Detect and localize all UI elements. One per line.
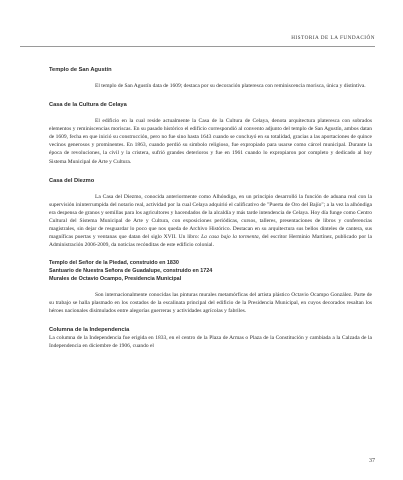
- heading-templo-san-agustin: Templo de San Agustín: [49, 67, 112, 73]
- header-rule: [20, 46, 375, 47]
- heading-group-piedad: [49, 260, 372, 283]
- paragraph-casa-de-la-cultura: El edificio en la cual reside actualmente la Casa de la Cultura de Celaya, denota arquitectura plateresca con sobrados elementos y reminiscencias moriscas. En su pasado histórico el edificio correspondió al convento adjunto del templo de San Agustín, ambos datan de 1609, fecha en que inició su construcción, pero no fue sino hasta 1643 cuando se concluyó en su totalidad, gracias a las aportaciones de quince vecinos generosos y prominentes. En 1863, cuando perdió su simbolo religioso, fue expropiado para usarse como cárcel municipal. Durante la época de revoluciones, la civil y la cristera, sufrió grandes deterioros y fue en 1961 cuando lo expropiaron por completo y dedicado al hoy Sistema Municipal de Arte y Cultura.: [49, 118, 372, 165]
- paragraph-templo-san-agustin: El templo de San Agustín data de 1609; destaca por su decoración plateresca con reminiscencia morisca, única y distintiva.: [95, 83, 366, 89]
- heading-casa-de-la-cultura: Casa de la Cultura de Celaya: [49, 102, 127, 109]
- page-number: 37: [369, 458, 375, 464]
- running-head: HISTORIA DE LA FUNDACIÓN: [291, 35, 375, 41]
- paragraph-murales: Son internacionalmente conocidas las pinturas murales metamórficas del artista plástico Octavio Ocampo González. Parte de su trabajo se halla plasmado en los costados de la escalinata principal del edificio de la Presidencia Municipal, en cuyos decorados resaltan los héroes nacionales disimulados entre alegorías guerreras y actividades agrícolas y fabriles.: [49, 292, 372, 315]
- heading-templo-senor-piedad: Templo del Señor de la Piedad, construido en 1830: [49, 260, 179, 267]
- paragraph-casa-del-diezmo: [49, 193, 372, 250]
- diezmo-text-part-2: , del escritor Herminio Martínez, publicado por la Administración 2006-2009, da noticias recónditas de este edificio colonial.: [49, 234, 372, 249]
- paragraph-columna-independencia: La columna de la Independencia fue erigida en 1833, en el centro de la Plaza de Armas o Plaza de la Constitución y cambiada a la Calzada de la Independencia en diciembre de 1906, cuando el: [49, 335, 372, 350]
- heading-casa-del-diezmo: Casa del Diezmo: [49, 177, 95, 184]
- diezmo-text-part-1: La Casa del Diezmo, conocida anteriormente como Alhóndiga, en un principio desarrolló la función de aduana real con la supervisión ininterrumpida del notario real, actividad por la cual Celaya adquirió el calificativo de "Puerta de Oro del Bajío"; a la vez la alhóndiga era despensa de granos y semillas para los agricultores y hacendados de la alcaldía y más tarde intendencia de Celaya. Hoy día funge como Centro Cultural del Sistema Municipal de Arte y Cultura, con exposiciones periódicas, cursos, talleres, presentaciones de libros y conferencias magistrales, sin dejar de resguardar lo poco que nos queda de Archivo Histórico. Destacan en su arquitectura sus bellos dinteles de cantera, sus magníficas puertas y ventanas que datan del siglo XVII. Un libro:: [49, 193, 372, 241]
- book-title: La casa bajo la tormenta: [201, 234, 259, 241]
- heading-murales-ocampo: Murales de Octavio Ocampo, Presidencia Municipal: [49, 275, 182, 282]
- page-body: [49, 66, 372, 351]
- heading-columna-independencia: Columna de la Independencia: [49, 327, 130, 334]
- heading-santuario-guadalupe: Santuario de Nuestra Señora de Guadalupe, construido en 1724: [49, 267, 213, 274]
